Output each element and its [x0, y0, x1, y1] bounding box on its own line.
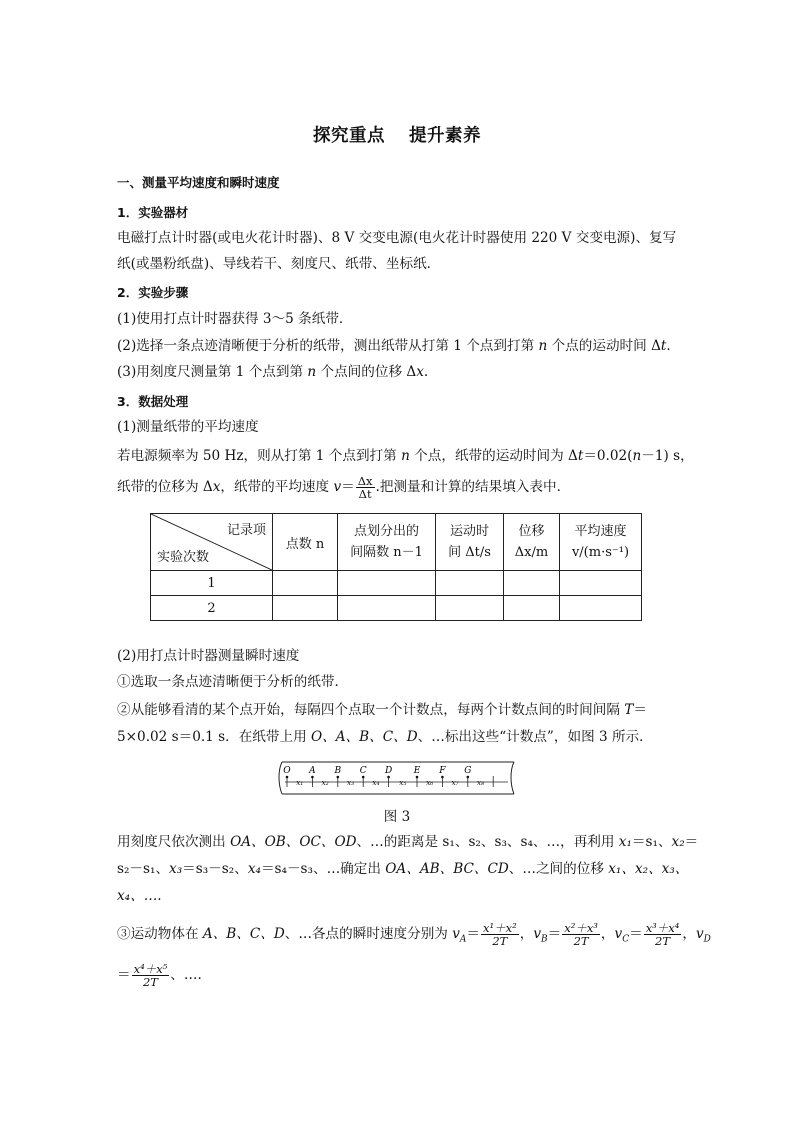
tape-dot — [337, 776, 340, 779]
heading-steps: 2．实验步骤 — [117, 285, 189, 300]
tape-segment-label: x₈ — [476, 778, 485, 787]
table-row — [151, 571, 642, 596]
tape-dot — [441, 776, 444, 779]
step-1: (1)使用打点计时器获得 3～5 条纸带． — [117, 311, 353, 327]
corner-label-bottom: 实验次数 — [157, 550, 210, 565]
heading-data: 3．数据处理 — [117, 394, 189, 409]
tape-point-label: F — [439, 766, 446, 776]
tape-segment-label: x₇ — [451, 778, 459, 787]
equipment-line-2: 纸(或墨粉纸盘)、导线若干、刻度尺、纸带、坐标纸． — [117, 256, 441, 272]
fraction-dx-dt: $\frac{\Delta x}{\Delta t}$ — [357, 474, 373, 501]
fraction-vC: $\frac{\text{x³＋x⁴}}{2T}$ — [645, 921, 680, 948]
record-table — [150, 513, 642, 621]
tape-segment-label: x₅ — [399, 778, 407, 787]
table-row — [151, 596, 642, 621]
velocity-line-2: ＝ $\frac{\text{x⁴＋x⁵}}{2T}$ 、…. — [117, 962, 202, 989]
table-row-label: 1 — [151, 571, 273, 596]
tape-point-label: C — [359, 766, 367, 776]
equipment-line-1: 电磁打点计时器(或电火花计时器)、8 V 交变电源(电火花计时器使用 220 V 交变电源)、复写 — [117, 230, 677, 246]
subheading-average-speed: (1)测量纸带的平均速度 — [117, 419, 259, 435]
tape-segment-label: x₁ — [296, 778, 304, 787]
tape-dot — [286, 776, 289, 779]
column-header-displacement: 位移 Δx/m — [504, 514, 560, 571]
column-header-time: 运动时 间 Δt/s — [436, 514, 504, 571]
tape-point-label: D — [384, 766, 393, 776]
tape-dot — [311, 776, 314, 779]
title-part-1: 探究重点 — [313, 126, 385, 146]
tape-point-label: E — [413, 766, 421, 776]
subheading-instant-speed: (2)用打点计时器测量瞬时速度 — [117, 648, 300, 664]
measure-line-3: x₄、…. — [117, 888, 162, 904]
paper-tape-figure — [276, 758, 520, 798]
measure-line-1: 用刻度尺依次测出 OA、OB、OC、OD、…的距离是 s₁、s₂、s₃、s₄、…，再利用 x₁＝s₁、x₂＝ — [117, 834, 699, 850]
step-3: (3)用刻度尺测量第 1 个点到第 n 个点间的位移 Δx. — [117, 364, 429, 380]
instruction-2: ②从能够看清的某个点开始，每隔四个点取一个计数点，每两个计数点间的时间间隔 T＝ — [117, 702, 647, 718]
tape-point-label: O — [283, 766, 291, 776]
heading-equipment: 1．实验器材 — [117, 205, 189, 220]
instruction-2-cont: 5×0.02 s＝0.1 s．在纸带上用 O、A、B、C、D、…标出这些“计数点”，如图 3 所示． — [117, 729, 653, 745]
fraction-vD: $\frac{\text{x⁴＋x⁵}}{2T}$ — [133, 962, 168, 989]
title-part-2: 提升素养 — [409, 126, 481, 146]
table-corner-cell — [151, 514, 273, 571]
velocity-line-1: ③运动物体在 A、B、C、D、…各点的瞬时速度分别为 $v_A=$ $\frac{\text{x¹＋x²}}{2T}$ ，$v_B=$ $\frac{\text{x²＋x³}}{2T}$ ，$v_C=$ $\frac{\text{x³＋x⁴}}{2T}$ ，$v_D$ — [117, 921, 711, 948]
corner-label-top: 记录项 — [226, 523, 266, 538]
tape-dot — [467, 776, 470, 779]
tape-segment-label: x₃ — [346, 778, 355, 787]
column-header-average-velocity: 平均速度 v/(m·s⁻¹) — [560, 514, 642, 571]
paragraph-average-velocity: 纸带的位移为 Δx，纸带的平均速度 v＝ $\frac{\Delta x}{\Delta t}$ .把测量和计算的结果填入表中． — [117, 474, 571, 501]
tape-segment-label: x₆ — [426, 778, 434, 787]
column-header-intervals: 点划分出的 间隔数 n－1 — [338, 514, 436, 571]
tape-dot — [416, 776, 419, 779]
measure-line-2: s₂－s₁、x₃＝s₃－s₂、x₄＝s₄－s₃、…确定出 OA、AB、BC、CD、…之间的位移 x₁、x₂、x₃、 — [117, 861, 689, 877]
tape-point-label: B — [334, 766, 342, 776]
tape-point-label: A — [309, 766, 316, 776]
tape-segment-label: x₄ — [372, 778, 380, 787]
tape-segment-label: x₂ — [321, 778, 329, 787]
figure-caption: 图 3 — [383, 809, 411, 825]
column-header-points: 点数 n — [273, 514, 338, 571]
paragraph-time: 若电源频率为 50 Hz，则从打第 1 个点到打第 n 个点，纸带的运动时间为 Δt＝0.02(n－1) s， — [117, 448, 694, 464]
tape-point-label: G — [464, 766, 472, 776]
page-title — [0, 122, 794, 147]
instruction-1: ①选取一条点迹清晰便于分析的纸带． — [117, 674, 349, 690]
table-row-label: 2 — [151, 596, 273, 621]
step-2: (2)选择一条点迹清晰便于分析的纸带，测出纸带从打第 1 个点到打第 n 个点的运动时间 Δt. — [117, 338, 671, 354]
section-heading: 一、测量平均速度和瞬时速度 — [117, 175, 280, 190]
tape-dot — [387, 776, 390, 779]
fraction-vA: $\frac{\text{x¹＋x²}}{2T}$ — [483, 921, 517, 948]
tape-dot — [362, 776, 365, 779]
fraction-vB: $\frac{\text{x²＋x³}}{2T}$ — [564, 921, 598, 948]
